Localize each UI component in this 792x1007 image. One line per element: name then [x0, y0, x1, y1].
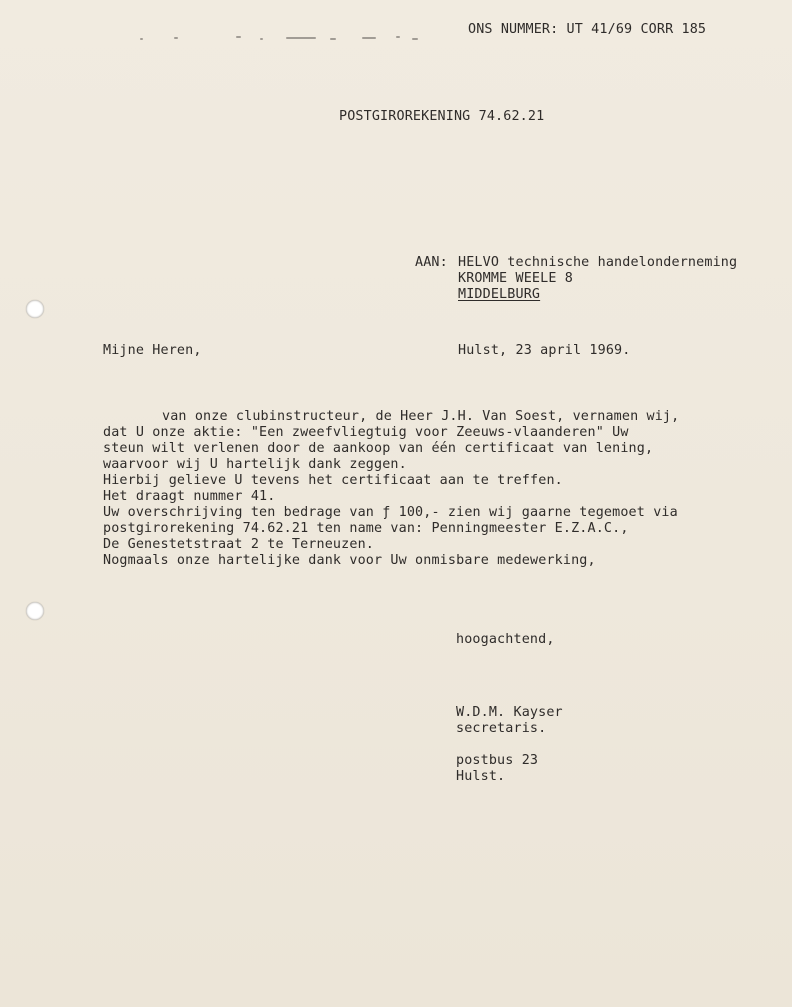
closing: hoogachtend,	[456, 632, 555, 647]
body-line: dat U onze aktie: "Een zweefvliegtuig voor Zeeuws-vlaanderen" Uw	[103, 425, 629, 440]
greeting: Mijne Heren,	[103, 343, 202, 358]
body-line: Hierbij gelieve U tevens het certificaat aan te treffen.	[103, 473, 563, 488]
address-line-1: HELVO technische handelonderneming	[458, 255, 738, 270]
signature-name: W.D.M. Kayser	[456, 705, 563, 720]
body-line: van onze clubinstructeur, de Heer J.H. Van Soest, vernamen wij,	[162, 409, 680, 424]
place-date: Hulst, 23 april 1969.	[458, 343, 631, 358]
body-line: steun wilt verlenen door de aankoop van één certificaat van lening,	[103, 441, 654, 456]
signature-address-1: postbus 23	[456, 753, 539, 768]
signature-address-2: Hulst.	[456, 769, 506, 784]
address-line-3: MIDDELBURG	[458, 287, 541, 302]
body-line: waarvoor wij U hartelijk dank zeggen.	[103, 457, 407, 472]
signature-title: secretaris.	[456, 721, 547, 736]
address-prefix: AAN:	[415, 255, 448, 270]
giro-account-heading: POSTGIROREKENING 74.62.21	[339, 109, 545, 124]
address-line-2: KROMME WEELE 8	[458, 271, 573, 286]
body-line: postgirorekening 74.62.21 ten name van: Penningmeester E.Z.A.C.,	[103, 521, 629, 536]
body-line: Nogmaals onze hartelijke dank voor Uw onmisbare medewerking,	[103, 553, 596, 568]
punch-hole-top	[26, 300, 44, 318]
scan-specks	[140, 34, 440, 44]
punch-hole-bottom	[26, 602, 44, 620]
body-line: Het draagt nummer 41.	[103, 489, 276, 504]
body-line: De Genestetstraat 2 te Terneuzen.	[103, 537, 374, 552]
body-line: Uw overschrijving ten bedrage van ƒ 100,- zien wij gaarne tegemoet via	[103, 505, 678, 520]
reference-number: ONS NUMMER: UT 41/69 CORR 185	[468, 22, 707, 37]
